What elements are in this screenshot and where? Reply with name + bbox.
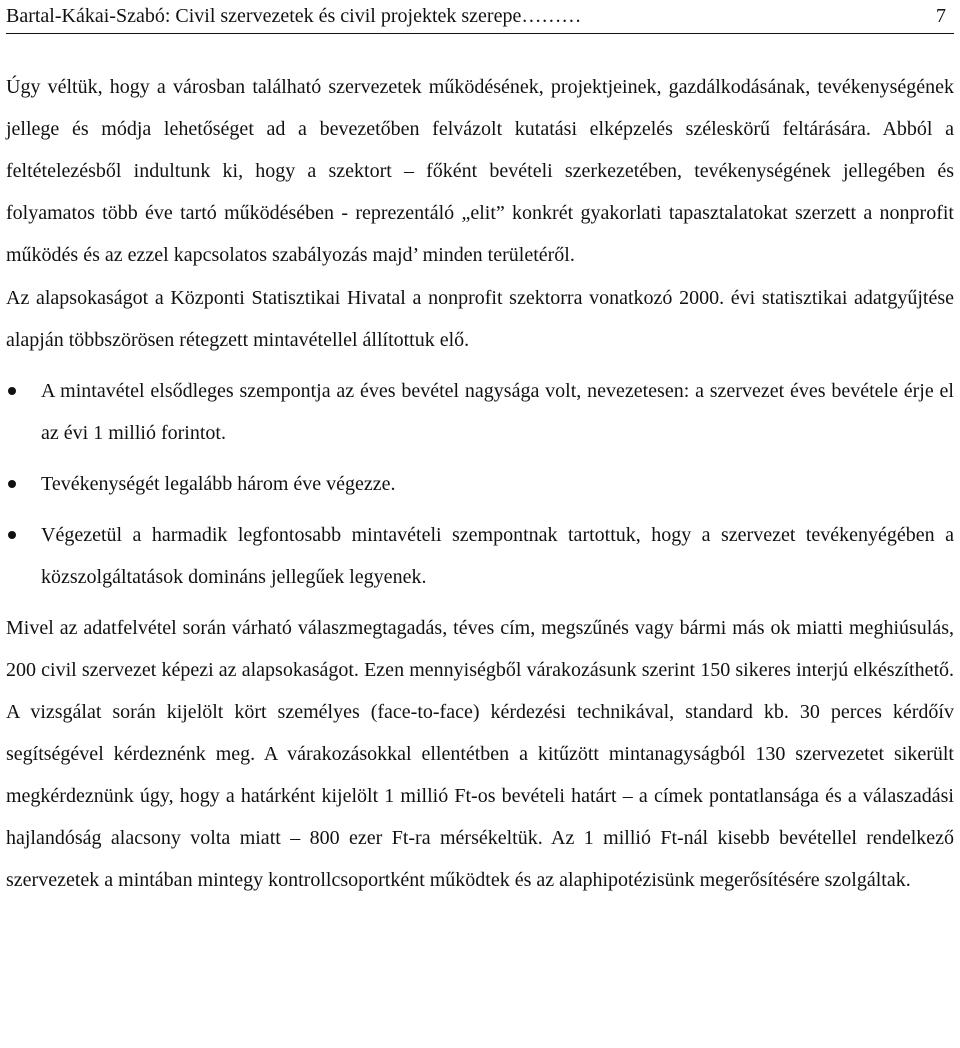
bullet-icon (8, 531, 16, 539)
paragraph-population: Az alapsokaságot a Központi Statisztikai Hivatal a nonprofit szektorra vonatkozó 2000. évi statisztikai adatgyűjtése alapján többszörösen rétegzett mintavétellel állítottuk elő. (6, 287, 954, 351)
bullet-icon (8, 480, 16, 488)
page-number: 7 (936, 5, 946, 27)
bullet-icon (8, 387, 16, 395)
list-item-text: Tevékenységét legalább három éve végezze. (41, 473, 396, 495)
body-text (6, 66, 954, 901)
list-item (6, 463, 954, 505)
list-item (6, 514, 954, 598)
criteria-list (6, 370, 954, 598)
header-title: Bartal-Kákai-Szabó: Civil szervezetek és civil projektek szerepe……… (6, 5, 582, 27)
running-header (6, 0, 954, 34)
list-item-text: A mintavétel elsődleges szempontja az éves bevétel nagysága volt, nevezetesen: a szervezet éves bevétele érje el az évi 1 millió forintot. (41, 380, 954, 444)
list-item (6, 370, 954, 454)
paragraph-intro: Úgy véltük, hogy a városban található szervezetek működésének, projektjeinek, gazdálkodásának, tevékenységének jellege és módja lehetőséget ad a bevezetőben felvázolt kutatási elképzelés széleskörű feltárására. Abból a feltételezésből indultunk ki, hogy a szektort – főként bevételi szerkezetében, tevékenységének jellegében és folyamatos több éve tartó működésében - reprezentáló „elit” konkrét gyakorlati tapasztalatokat szerzett a nonprofit működés és az ezzel kapcsolatos szabályozás majd’ minden területéről. (6, 76, 954, 266)
paragraph-sampling: Mivel az adatfelvétel során várható válaszmegtagadás, téves cím, megszűnés vagy bármi más ok miatti meghiúsulás, 200 civil szervezet képezi az alapsokaságot. Ezen mennyiségből várakozásunk szerint 150 sikeres interjú elkészíthető. A vizsgálat során kijelölt kört személyes (face-to-face) kérdezési technikával, standard kb. 30 perces kérdőív segítségével kérdeznénk meg. A várakozásokkal ellentétben a kitűzött mintanagyságból 130 szervezetet sikerült megkérdeznünk úgy, hogy a határként kijelölt 1 millió Ft-os bevételi határt – a címek pontatlansága és a válaszadási hajlandóság alacsony volta miatt – 800 ezer Ft-ra mérsékeltük. Az 1 millió Ft-nál kisebb bevétellel rendelkező szervezetek a mintában mintegy kontrollcsoportként működtek és az alaphipotézisünk megerősítésére szolgáltak. (6, 617, 954, 891)
list-item-text: Végezetül a harmadik legfontosabb mintavételi szempontnak tartottuk, hogy a szervezet tevékenyégében a közszolgáltatások domináns jellegűek legyenek. (41, 524, 954, 588)
